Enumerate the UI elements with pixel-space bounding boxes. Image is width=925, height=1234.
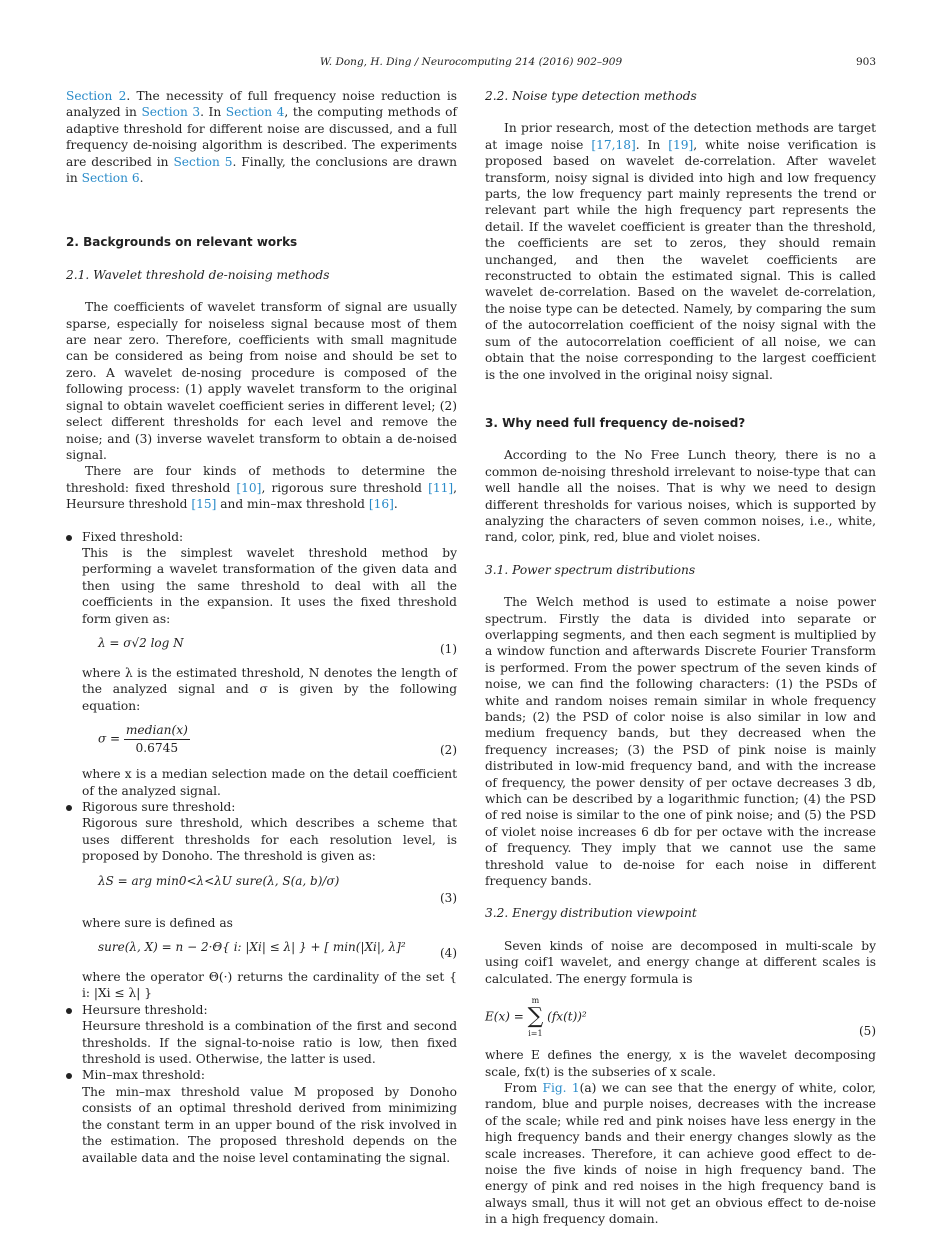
bullet-icon — [66, 805, 72, 811]
welch-paragraph: The Welch method is used to estimate a noise power spectrum. Firstly the data is divided into separate or overlapping segments, and then each segment is multiplied by a window function and afterwards Discrete Fourier Transform is performed. From the power spectrum of the seven kinds of noise, we can find the following characters: (1) the PSDs of white and random noises remain similar in whole frequency bands; (2) the PSD of color noise is also similar in low and medium frequency bands, but they decreased when the frequency increases; (3) the PSD of pink noise is mainly distributed in low-mid frequency band, and with the increase of frequency, the power density of per octave decreases 3 db, which can be described by a logarithmic function; (4) the PSD of red noise is similar to the one of pink noise; and (5) the PSD of violet noise increases 6 db for per octave with the increase of frequency. They imply that we cannot use the same threshold value to de-noise for each noise in different frequency bands. — [485, 595, 876, 889]
bullet-icon — [66, 1073, 72, 1079]
equation-1-number: (1) — [440, 641, 457, 656]
fixed-after: where λ is the estimated threshold, N denotes the length of the analyzed signal and σ is given by the following equation: — [82, 665, 457, 713]
section-2-link[interactable]: Section 2 — [66, 89, 127, 103]
minmax-text: The min–max threshold value M proposed by Donoho consists of an optimal threshold derived from minimizing the constant term in an upper bound of the risk involved in the estimation. The proposed threshold depends on the available data and the noise level contaminating the signal. — [82, 1084, 457, 1165]
equation-5: E(x) = m ∑ i=1 (fx(t))² (5) — [485, 996, 876, 1039]
rigorous-after: where sure is defined as — [82, 915, 233, 930]
ref-19-link[interactable]: [19] — [668, 137, 694, 152]
intro-paragraph: Section 2. The necessity of full frequency noise reduction is analyzed in Section 3. In Section 4, the computing methods of adaptive threshold for different noise are discussed, and a full frequency de-noising algorithm is described. The experiments are described in Section 5. Finally, the conclusions are drawn in Section 6. — [66, 89, 457, 186]
fig1-paragraph: From Fig. 1(a) we can see that the energy of white, color, random, blue and purple noises, decreases with the increase of the scale; while red and pink noises have less energy in the high frequency bands and their energy changes slowly as the scale increases. Therefore, it can achieve good effect to de-noise the five kinds of noise in high frequency band. The energy of pink and red noises in the high frequency band is always small, thus it will not get an obvious effect to de-noise in a high frequency domain. — [485, 1080, 876, 1227]
equation-5-number: (5) — [859, 1023, 876, 1038]
section-5-link[interactable]: Section 5 — [173, 154, 233, 169]
ref-17-18-link[interactable]: [17,18] — [591, 137, 636, 152]
threshold-list — [66, 529, 457, 1166]
equation-1: λ = σ√2 log N (1) — [98, 635, 457, 656]
heursure-text: Heursure threshold is a combination of the first and second thresholds. If the signal-to-noise ratio is low, then fixed threshold is used. Otherwise, the latter is used. — [82, 1019, 457, 1067]
fixed-text: This is the simplest wavelet threshold method by performing a wavelet transformation of the given data and then using the same threshold to deal with all the coefficients in the expansion. It uses the fixed threshold form given as: — [82, 545, 457, 626]
bullet-icon — [66, 1008, 72, 1014]
running-header — [66, 56, 876, 70]
nfl-paragraph: According to the No Free Lunch theory, there is no a common de-noising threshold irrelevant to noise-type that can well handle all the noises. That is why we need to design different thresholds for various noises, which is supported by analyzing the characters of seven common noises, i.e., white, rand, color, pink, red, blue and violet noises. — [485, 448, 876, 545]
subsection-3-2-heading: 3.2. Energy distribution viewpoint — [485, 906, 697, 921]
list-item-minmax — [66, 1067, 457, 1165]
section-6-link[interactable]: Section 6 — [81, 171, 140, 186]
fig-1-link[interactable]: Fig. 1 — [542, 1080, 580, 1095]
section-4-link[interactable]: Section 4 — [225, 105, 285, 120]
bullet-icon — [66, 535, 72, 541]
equation-3-number: (3) — [440, 891, 457, 906]
equation-3: λS = arg min0<λ<λU sure(λ, S(a, b)/σ) (3) — [98, 873, 457, 906]
rigorous-after-2: where the operator Θ(·) returns the cardinality of the set { i: |Xi ≤ λ| } — [82, 970, 457, 1001]
heursure-title: Heursure threshold: — [82, 1002, 208, 1017]
energy-paragraph: Seven kinds of noise are decomposed in multi-scale by using coif1 wavelet, and energy change at different scales is calculated. The energy formula is — [485, 938, 876, 986]
equation-2-number: (2) — [440, 742, 457, 757]
ref-15-link[interactable]: [15] — [191, 497, 217, 512]
equation-2: σ = $\frac{\text{median(x)}}{0.6745}$ (2) — [98, 723, 457, 757]
rigorous-text: Rigorous sure threshold, which describes a scheme that uses different thresholds for each resolution level, is proposed by Donoho. The threshold is given as: — [82, 816, 457, 864]
fixed-title: Fixed threshold: — [82, 529, 184, 544]
list-item-heursure — [66, 1002, 457, 1068]
section-2-heading: 2. Backgrounds on relevant works — [66, 235, 298, 250]
noise-detection-paragraph: In prior research, most of the detection methods are target at image noise [17,18]. In [19], white noise verification is proposed based on wavelet de-correlation. After wavelet transform, noisy signal is divided into high and low frequency parts, the low frequency part mainly represents the trend or relevant part while the high frequency part represents the detail. If the wavelet coefficient is greater than the threshold, the coefficients are set to zeros, they should remain unchanged, and then the wavelet coefficients are reconstructed to obtain the estimated signal. This is called wavelet de-correlation. Based on the wavelet de-correlation, the noise type can be detected. Namely, by comparing the sum of the autocorrelation coefficient of the noisy signal with the sum of the autocorrelation coefficient of all noise, we can obtain that the noise corresponding to the largest coefficient is the one involved in the original noisy signal. — [485, 121, 876, 382]
journal-citation: W. Dong, H. Ding / Neurocomputing 214 (2016) 902–909 — [319, 56, 623, 68]
ref-16-link[interactable]: [16] — [368, 497, 394, 512]
section-3-heading: 3. Why need full frequency de-noised? — [485, 415, 746, 430]
wavelet-paragraph: The coefficients of wavelet transform of signal are usually sparse, especially for noiseless signal because most of them are near zero. Therefore, coefficients with small magnitude can be considered as being from noise and should be set to zero. A wavelet de-nosing procedure is composed of the following process: (1) apply wavelet transform to the original signal to obtain wavelet coefficient series in different level; (2) select different thresholds for each level and remove the noise; and (3) inverse wavelet transform to obtain a de-noised signal. — [66, 300, 457, 462]
left-column — [66, 88, 457, 1166]
subsection-2-1-heading: 2.1. Wavelet threshold de-noising methods — [66, 267, 330, 282]
subsection-2-2-heading: 2.2. Noise type detection methods — [485, 89, 697, 103]
section-3-link[interactable]: Section 3 — [141, 105, 201, 120]
ref-11-link[interactable]: [11] — [428, 480, 454, 495]
ref-10-link[interactable]: [10] — [236, 480, 262, 495]
page-number: 903 — [855, 56, 876, 68]
equation-4-number: (4) — [440, 945, 457, 960]
equation-4: sure(λ, X) = n − 2·Θ{ i: |Xi| ≤ λ| } + [ min(|Xi|, λ]² (4) — [98, 940, 457, 960]
list-item-fixed — [66, 529, 457, 799]
minmax-title: Min–max threshold: — [82, 1068, 205, 1083]
subsection-3-1-heading: 3.1. Power spectrum distributions — [485, 562, 696, 577]
right-column — [485, 88, 876, 1228]
threshold-methods-paragraph: There are four kinds of methods to determine the threshold: fixed threshold [10], rigorous sure threshold [11], Heursure threshold [15] and min–max threshold [16]. — [66, 464, 457, 512]
energy-definition: where E defines the energy, x is the wavelet decomposing scale, fx(t) is the subseries of x scale. — [485, 1048, 876, 1079]
rigorous-title: Rigorous sure threshold: — [82, 800, 236, 814]
fixed-after-2: where x is a median selection made on the detail coefficient of the analyzed signal. — [82, 767, 457, 798]
list-item-rigorous — [66, 799, 457, 1002]
